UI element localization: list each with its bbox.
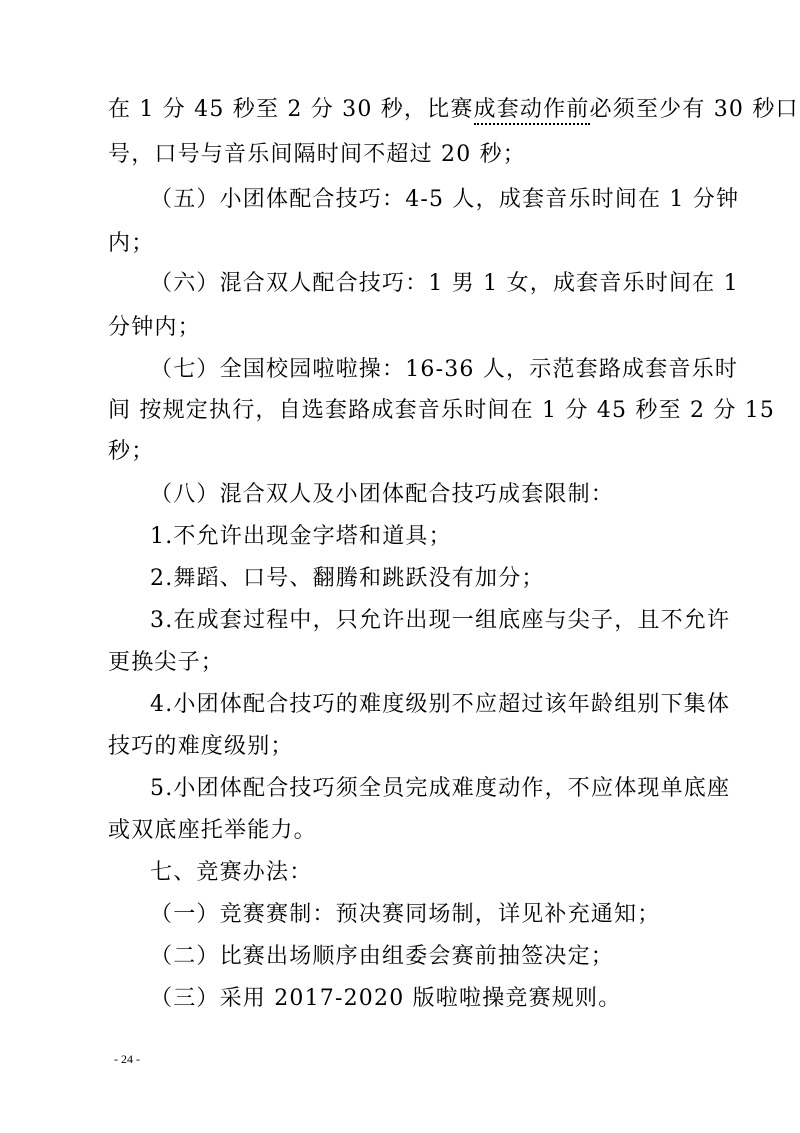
line1-post: 必须至少有 30 秒口 <box>589 97 799 122</box>
paragraph-line-10: （八）混合双人及小团体配合技巧成套限制： <box>150 482 615 507</box>
paragraph-line-15: 4.小团体配合技巧的难度级别不应超过该年龄组别下集体 <box>150 692 731 717</box>
paragraph-line-22: （三）采用 2017-2020 版啦啦操竞赛规则。 <box>150 986 622 1011</box>
paragraph-line-1 <box>108 95 799 125</box>
paragraph-line-3: （五）小团体配合技巧：4-5 人，成套音乐时间在 1 分钟 <box>150 187 740 212</box>
paragraph-line-13: 3.在成套过程中，只允许出现一组底座与尖子，且不允许 <box>150 608 731 633</box>
paragraph-line-16: 技巧的难度级别； <box>108 734 294 759</box>
paragraph-line-20: （一）竞赛赛制：预决赛同场制，详见补充通知； <box>150 902 661 927</box>
paragraph-line-18: 或双底座托举能力。 <box>108 818 317 843</box>
page-number: - 24 - <box>114 1052 140 1066</box>
line1-pre: 在 1 分 45 秒至 2 分 30 秒，比赛 <box>108 97 474 122</box>
paragraph-line-8: 间 按规定执行，自选套路成套音乐时间在 1 分 45 秒至 2 分 15 <box>108 398 776 423</box>
paragraph-line-12: 2.舞蹈、口号、翻腾和跳跃没有加分； <box>150 566 545 591</box>
paragraph-line-14: 更换尖子； <box>108 650 225 675</box>
paragraph-line-5: （六）混合双人配合技巧：1 男 1 女，成套音乐时间在 1 <box>150 271 739 296</box>
section-heading: 七、竞赛办法： <box>150 860 313 885</box>
paragraph-line-6: 分钟内； <box>108 315 201 340</box>
paragraph-line-11: 1.不允许出现金字塔和道具； <box>150 524 452 549</box>
paragraph-line-2: 号，口号与音乐间隔时间不超过 20 秒； <box>108 142 526 167</box>
line1-emphasis: 成套动作前 <box>474 97 590 125</box>
paragraph-line-9: 秒； <box>108 439 155 464</box>
paragraph-line-17: 5.小团体配合技巧须全员完成难度动作，不应体现单底座 <box>150 776 731 801</box>
paragraph-line-21: （二）比赛出场顺序由组委会赛前抽签决定； <box>150 944 615 969</box>
paragraph-line-4: 内； <box>108 231 155 256</box>
paragraph-line-7: （七）全国校园啦啦操：16-36 人，示范套路成套音乐时 <box>150 357 739 382</box>
